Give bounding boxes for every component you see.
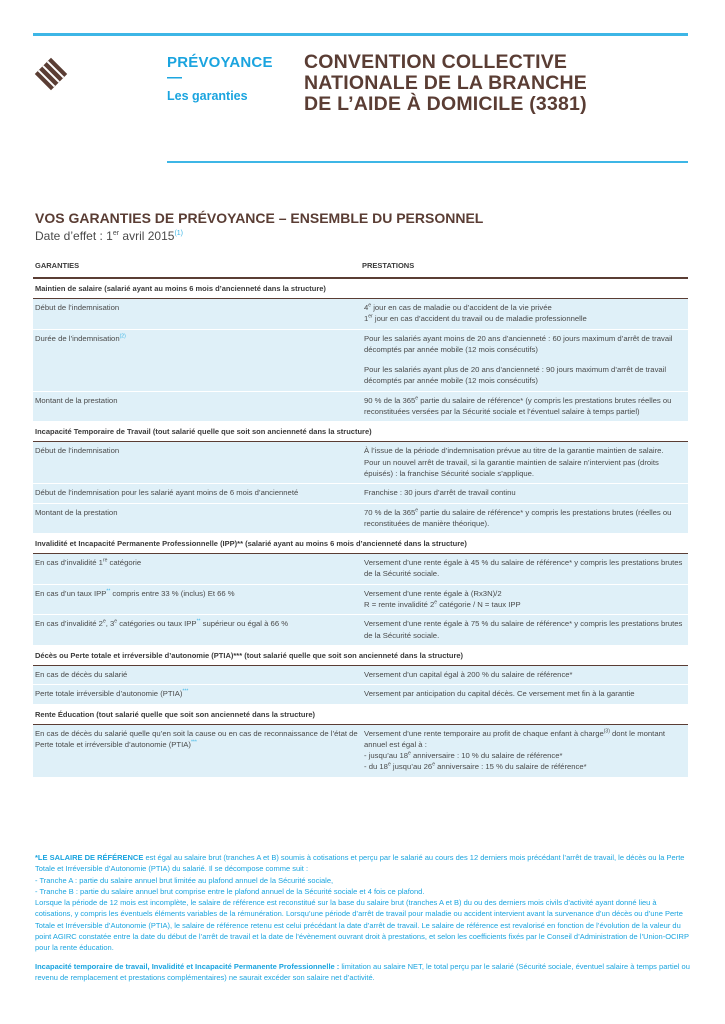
guarantees-table [33, 261, 688, 778]
date-ref: (1) [174, 230, 184, 237]
col-header-garanties: GARANTIES [35, 261, 80, 270]
row-value: Versement par anticipation du capital décès. Ce versement met fin à la garantie [364, 689, 635, 699]
col-header-prestations: PRESTATIONS [362, 261, 415, 270]
row-label: Début de l’indemnisation [35, 446, 120, 456]
date-prefix: Date d’effet : 1 [35, 229, 113, 243]
effect-date [35, 229, 183, 243]
footnote-limitation: Incapacité temporaire de travail, Invalidité et Incapacité Permanente Professionnelle : limitation au salaire NET, le total perçu par le salarié (Sécurité sociale, éventuel salaire à temps partiel ou revenu de remplacement et prestations complémentaires) ne saurait excéder son salaire net d’activité. [35, 961, 690, 982]
title-line: DE L’AIDE À DOMICILE (3381) [304, 93, 587, 115]
group-title: Invalidité et Incapacité Permanente Professionnelle (IPP)** (salarié ayant au moins 6 mois d’ancienneté dans la structure) [33, 534, 688, 554]
row-value: Versement d’une rente égale à (Rx3N)/2 R = rente invalidité 2e catégorie / N = taux IPP [364, 588, 521, 610]
logo-icon [33, 56, 69, 92]
title-line: CONVENTION COLLECTIVE [304, 51, 568, 73]
header-rule [167, 161, 688, 163]
header-dash: — [167, 69, 182, 86]
section-title: VOS GARANTIES DE PRÉVOYANCE – ENSEMBLE DU PERSONNEL [35, 210, 484, 226]
footnote-incomplete-period: Lorsque la période de 12 mois est incomplète, le salaire de référence est reconstitué sur la base du salaire brut (tranches A et B) du ou des derniers mois civils d’activité ayant donné lieu à cotisations, y compris les éventuels éléments variables de la rémunération. Lorsqu’une période d’arrêt de travail pour maladie ou accident intervient avant la survenance d’un décès ou d’une Perte Totale et Irréversible d’Autonomie (PTIA), le salaire de référence retenu est celui précédant la date d’arrêt de travail. Le salaire de référence est revalorisé en fonction de l’évolution de la valeur du point AGIRC constatée entre la date du début de l’arrêt de travail et la date de l’évènement ouvrant droit à prestations, et selon les coefficients fixés par le Conseil d’Administration de l’Union-OCIRP pour la rente éducation. [35, 898, 689, 953]
table-row [33, 299, 688, 330]
table-header [33, 261, 688, 279]
row-label: Perte totale irréversible d’autonomie (PTIA)*** [35, 688, 189, 699]
footnote-tranche-b: - Tranche B : partie du salaire annuel brut comprise entre le plafond annuel de la Sécurité sociale et 4 fois ce plafond. [35, 886, 425, 896]
table-row [33, 554, 688, 585]
row-label: En cas d’invalidité 2e, 3e catégories ou taux IPP** supérieur ou égal à 66 % [35, 618, 289, 629]
row-label: En cas de décès du salarié [35, 669, 128, 679]
row-label: En cas de décès du salarié quelle qu’en soit la cause ou en cas de reconnaissance de l’état de Perte totale et irréversible d’autonomie (PTIA)*** [35, 728, 358, 749]
table-row [33, 484, 688, 503]
footnote-salaire-reference: *LE SALAIRE DE RÉFÉRENCE est égal au salaire brut (tranches A et B) soumis à cotisations et perçu par le salarié au cours des 12 derniers mois précédant l’arrêt de travail, le décès ou la Perte Totale et Irréversible d’Autonomie (PTIA) du salarié. Il se décompose comme suit : [35, 853, 685, 874]
top-rule [33, 33, 688, 36]
table-row [33, 442, 688, 484]
group-title: Décès ou Perte totale et irréversible d’autonomie (PTIA)*** (tout salarié quelle que soit son ancienneté dans la structure) [33, 646, 688, 666]
table-row [33, 725, 688, 778]
row-label: Début de l’indemnisation pour les salarié ayant moins de 6 mois d’ancienneté [35, 488, 299, 498]
date-suffix: avril 2015 [119, 229, 175, 243]
row-label: En cas d’invalidité 1re catégorie [35, 557, 142, 568]
row-value: Pour les salariés ayant moins de 20 ans d’ancienneté : 60 jours maximum d’arrêt de travail décomptés par année mobile (12 mois consécutifs) Pour les salariés ayant plus de 20 ans d’ancienneté : 90 jours maximum d’arrêt de travail décomptés par année mobile (12 mois consécutifs) [364, 333, 673, 386]
table-row [33, 666, 688, 685]
table-row [33, 392, 688, 423]
table-row [33, 330, 688, 392]
row-value: Versement d’une rente temporaire au profit de chaque enfant à charge$^{(3)}$ dont le montant annuel est égal à : - jusqu’au 18e anniversaire : 10 % du salaire de référence* - du 18e jusqu’au 26e anniversaire : 15 % du salaire de référence* [364, 727, 666, 772]
row-label: Montant de la prestation [35, 507, 118, 517]
row-value: Versement d’une rente égale à 45 % du salaire de référence* y compris les prestations brutes de la Sécurité sociale. [364, 558, 683, 579]
table-row [33, 504, 688, 535]
row-label: Début de l’indemnisation [35, 303, 120, 312]
row-value: 4e jour en cas de maladie ou d’accident de la vie privée 1er jour en cas d’accident du travail ou de maladie professionnelle [364, 302, 587, 324]
group-title: Maintien de salaire (salarié ayant au moins 6 mois d’ancienneté dans la structure) [33, 279, 688, 299]
footnote-tranche-a: - Tranche A : partie du salaire annuel brut limitée au plafond annuel de la Sécurité sociale, [35, 875, 334, 885]
group-title: Incapacité Temporaire de Travail (tout salarié quelle que soit son ancienneté dans la structure) [33, 422, 688, 442]
header-left [167, 54, 292, 103]
row-label: Montant de la prestation [35, 395, 118, 405]
row-value: À l’issue de la période d’indemnisation prévue au titre de la garantie maintien de salaire. Pour un nouvel arrêt de travail, si la garantie maintien de salaire n’intervient pas (droits épuisés) : la franchise Sécurité sociale s’applique. [364, 446, 664, 478]
table-row [33, 585, 688, 616]
date-sup: er [112, 230, 120, 237]
document-title [304, 52, 684, 115]
row-label: En cas d’un taux IPP** compris entre 33 % (inclus) Et 66 % [35, 588, 235, 598]
row-value: 70 % de la 365e partie du salaire de référence* y compris les prestations brutes (réelles ou reconstituées de manière théorique). [364, 507, 672, 528]
group-title: Rente Éducation (tout salarié quelle que soit son ancienneté dans la structure) [33, 705, 688, 725]
row-label: Durée de l’indemnisation$^{(2)}$ [35, 333, 126, 343]
footnotes [35, 852, 690, 983]
table-row [33, 685, 688, 704]
header-category: PRÉVOYANCE [167, 54, 273, 71]
header-subtitle: Les garanties [167, 89, 248, 103]
row-value: 90 % de la 365e partie du salaire de référence* (y compris les prestations brutes réelles ou reconstituées versées par la Sécurité sociale et l’éventuel salaire à temps partiel) [364, 395, 672, 417]
row-value: Versement d’une rente égale à 75 % du salaire de référence* y compris les prestations brutes de la Sécurité sociale. [364, 619, 683, 640]
table-row [33, 615, 688, 646]
row-value: Franchise : 30 jours d’arrêt de travail continu [364, 488, 516, 498]
row-value: Versement d’un capital égal à 200 % du salaire de référence* [364, 669, 573, 679]
title-line: NATIONALE DE LA BRANCHE [304, 72, 588, 94]
